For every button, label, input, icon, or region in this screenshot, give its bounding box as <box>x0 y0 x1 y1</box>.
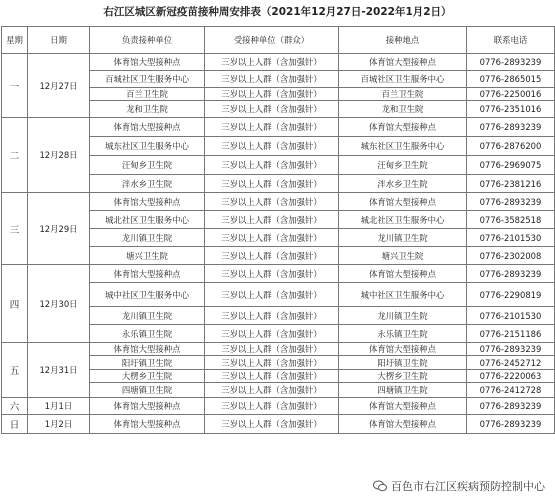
location-cell: 体育馆大型接种点 <box>339 265 467 283</box>
recipients-cell: 三岁以上人群（含加强针） <box>205 370 339 383</box>
unit-cell: 泮水乡卫生院 <box>90 175 205 193</box>
unit-cell: 塘兴卫生院 <box>90 247 205 265</box>
recipients-cell: 三岁以上人群（含加强针） <box>205 247 339 265</box>
table-header-row <box>2 27 555 54</box>
header-weekday: 星期 <box>2 27 28 54</box>
location-cell: 四塘镇卫生院 <box>339 383 467 398</box>
location-cell: 体育馆大型接种点 <box>339 398 467 415</box>
phone-cell: 0776-3582518 <box>467 211 555 229</box>
unit-cell: 体育馆大型接种点 <box>90 193 205 211</box>
recipients-cell: 三岁以上人群（含加强针） <box>205 415 339 434</box>
phone-cell: 0776-2290819 <box>467 283 555 307</box>
date-cell: 12月30日 <box>28 265 90 343</box>
unit-cell: 体育馆大型接种点 <box>90 398 205 415</box>
phone-cell: 0776-2893239 <box>467 343 555 356</box>
phone-cell: 0776-2969075 <box>467 156 555 175</box>
header-unit: 负责接种单位 <box>90 27 205 54</box>
unit-cell: 龙川镇卫生院 <box>90 307 205 325</box>
location-cell: 体育馆大型接种点 <box>339 415 467 434</box>
phone-cell: 0776-2151186 <box>467 325 555 343</box>
weekday-cell: 三 <box>2 193 28 265</box>
wechat-icon <box>373 480 387 492</box>
table-row <box>2 265 555 283</box>
phone-cell: 0776-2893239 <box>467 118 555 137</box>
weekday-cell: 六 <box>2 398 28 415</box>
unit-cell: 城北社区卫生服务中心 <box>90 211 205 229</box>
header-recipients: 受接种单位（群众） <box>205 27 339 54</box>
recipients-cell: 三岁以上人群（含加强针） <box>205 283 339 307</box>
recipients-cell: 三岁以上人群（含加强针） <box>205 383 339 398</box>
phone-cell: 0776-2250016 <box>467 88 555 101</box>
phone-cell: 0776-2865015 <box>467 71 555 88</box>
table-row <box>2 118 555 137</box>
location-cell: 体育馆大型接种点 <box>339 343 467 356</box>
recipients-cell: 三岁以上人群（含加强针） <box>205 175 339 193</box>
unit-cell: 龙和卫生院 <box>90 101 205 118</box>
recipients-cell: 三岁以上人群（含加强针） <box>205 54 339 71</box>
phone-cell: 0776-2876200 <box>467 137 555 156</box>
watermark <box>371 477 547 495</box>
unit-cell: 百城社区卫生服务中心 <box>90 71 205 88</box>
weekday-cell: 二 <box>2 118 28 193</box>
date-cell: 12月29日 <box>28 193 90 265</box>
date-cell: 12月27日 <box>28 54 90 118</box>
location-cell: 体育馆大型接种点 <box>339 54 467 71</box>
unit-cell: 龙川镇卫生院 <box>90 229 205 247</box>
unit-cell: 城中社区卫生服务中心 <box>90 283 205 307</box>
recipients-cell: 三岁以上人群（含加强针） <box>205 211 339 229</box>
location-cell: 龙川镇卫生院 <box>339 307 467 325</box>
unit-cell: 体育馆大型接种点 <box>90 118 205 137</box>
unit-cell: 永乐镇卫生院 <box>90 325 205 343</box>
unit-cell: 体育馆大型接种点 <box>90 415 205 434</box>
header-phone: 联系电话 <box>467 27 555 54</box>
location-cell: 百城社区卫生服务中心 <box>339 71 467 88</box>
unit-cell: 百兰卫生院 <box>90 88 205 101</box>
location-cell: 大楞乡卫生院 <box>339 370 467 383</box>
unit-cell: 大楞乡卫生院 <box>90 370 205 383</box>
unit-cell: 汪甸乡卫生院 <box>90 156 205 175</box>
location-cell: 阳圩镇卫生院 <box>339 356 467 370</box>
table-body <box>2 54 555 434</box>
location-cell: 城中社区卫生服务中心 <box>339 283 467 307</box>
unit-cell: 体育馆大型接种点 <box>90 343 205 356</box>
recipients-cell: 三岁以上人群（含加强针） <box>205 118 339 137</box>
header-date: 日期 <box>28 27 90 54</box>
phone-cell: 0776-2893239 <box>467 265 555 283</box>
date-cell: 12月31日 <box>28 343 90 398</box>
location-cell: 百兰卫生院 <box>339 88 467 101</box>
phone-cell: 0776-2101530 <box>467 307 555 325</box>
location-cell: 城北社区卫生服务中心 <box>339 211 467 229</box>
table-row <box>2 398 555 415</box>
recipients-cell: 三岁以上人群（含加强针） <box>205 193 339 211</box>
phone-cell: 0776-2452712 <box>467 356 555 370</box>
unit-cell: 体育馆大型接种点 <box>90 265 205 283</box>
location-cell: 永乐镇卫生院 <box>339 325 467 343</box>
phone-cell: 0776-2893239 <box>467 398 555 415</box>
recipients-cell: 三岁以上人群（含加强针） <box>205 156 339 175</box>
location-cell: 龙川镇卫生院 <box>339 229 467 247</box>
recipients-cell: 三岁以上人群（含加强针） <box>205 71 339 88</box>
weekday-cell: 四 <box>2 265 28 343</box>
page-title: 右江区城区新冠疫苗接种周安排表（2021年12月27日-2022年1月2日） <box>103 6 452 18</box>
table-row <box>2 343 555 356</box>
recipients-cell: 三岁以上人群（含加强针） <box>205 101 339 118</box>
date-cell: 1月1日 <box>28 398 90 415</box>
date-cell: 1月2日 <box>28 415 90 434</box>
recipients-cell: 三岁以上人群（含加强针） <box>205 137 339 156</box>
unit-cell: 四塘镇卫生院 <box>90 383 205 398</box>
weekday-cell: 日 <box>2 415 28 434</box>
weekday-cell: 一 <box>2 54 28 118</box>
phone-cell: 0776-2302008 <box>467 247 555 265</box>
phone-cell: 0776-2893239 <box>467 415 555 434</box>
phone-cell: 0776-2381216 <box>467 175 555 193</box>
location-cell: 体育馆大型接种点 <box>339 118 467 137</box>
recipients-cell: 三岁以上人群（含加强针） <box>205 398 339 415</box>
schedule-table <box>1 26 555 434</box>
location-cell: 城东社区卫生服务中心 <box>339 137 467 156</box>
watermark-text: 百色市右江区疾病预防控制中心 <box>391 480 545 493</box>
phone-cell: 0776-2220063 <box>467 370 555 383</box>
location-cell: 体育馆大型接种点 <box>339 193 467 211</box>
location-cell: 龙和卫生院 <box>339 101 467 118</box>
phone-cell: 0776-2101530 <box>467 229 555 247</box>
unit-cell: 阳圩镇卫生院 <box>90 356 205 370</box>
weekday-cell: 五 <box>2 343 28 398</box>
recipients-cell: 三岁以上人群（含加强针） <box>205 356 339 370</box>
recipients-cell: 三岁以上人群（含加强针） <box>205 343 339 356</box>
location-cell: 汪甸乡卫生院 <box>339 156 467 175</box>
phone-cell: 0776-2893239 <box>467 54 555 71</box>
location-cell: 泮水乡卫生院 <box>339 175 467 193</box>
unit-cell: 城东社区卫生服务中心 <box>90 137 205 156</box>
date-cell: 12月28日 <box>28 118 90 193</box>
table-row <box>2 415 555 434</box>
recipients-cell: 三岁以上人群（含加强针） <box>205 325 339 343</box>
location-cell: 塘兴卫生院 <box>339 247 467 265</box>
table-row <box>2 193 555 211</box>
recipients-cell: 三岁以上人群（含加强针） <box>205 265 339 283</box>
phone-cell: 0776-2893239 <box>467 193 555 211</box>
unit-cell: 体育馆大型接种点 <box>90 54 205 71</box>
header-location: 接种地点 <box>339 27 467 54</box>
recipients-cell: 三岁以上人群（含加强针） <box>205 88 339 101</box>
phone-cell: 0776-2351016 <box>467 101 555 118</box>
table-row <box>2 54 555 71</box>
recipients-cell: 三岁以上人群（含加强针） <box>205 307 339 325</box>
phone-cell: 0776-2412728 <box>467 383 555 398</box>
recipients-cell: 三岁以上人群（含加强针） <box>205 229 339 247</box>
